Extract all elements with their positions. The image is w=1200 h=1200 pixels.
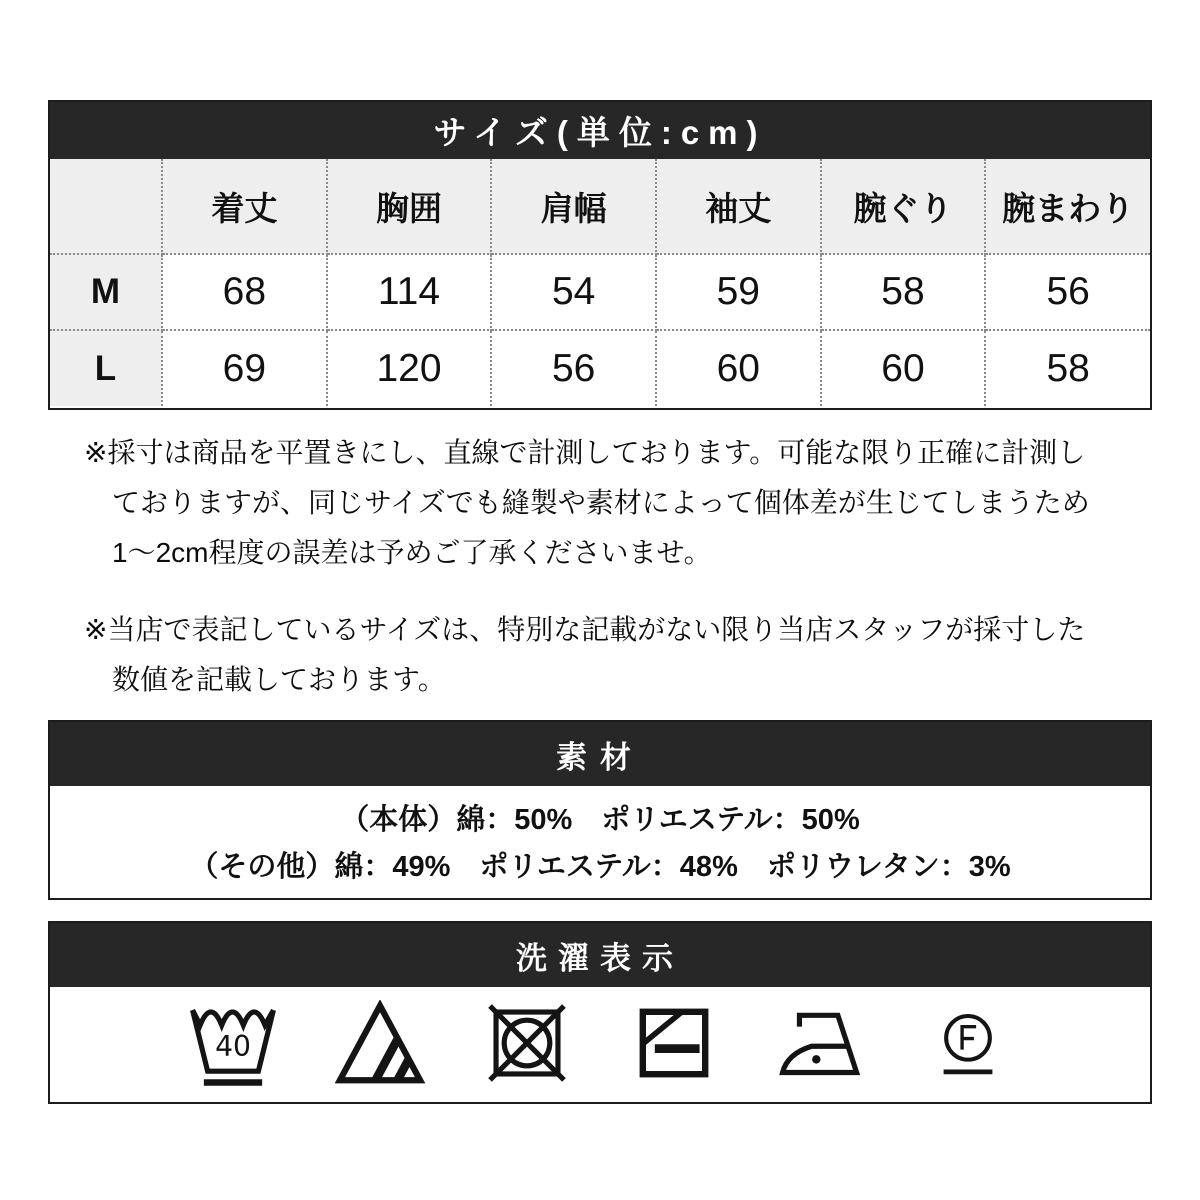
size-row-m bbox=[50, 254, 1150, 330]
corner-cell bbox=[50, 159, 162, 254]
note-line: ※採寸は商品を平置きにし、直線で計測しております。可能な限り正確に計測し bbox=[84, 437, 1086, 468]
note-line: ※当店で表記しているサイズは、特別な記載がない限り当店スタッフが採寸した bbox=[84, 614, 1086, 645]
column-header-udeguri: 腕ぐり bbox=[821, 159, 986, 254]
cell-l-kyoui: 120 bbox=[327, 330, 492, 406]
material-other-line: （その他）綿：49% ポリエステル：48% ポリウレタン：3% bbox=[189, 851, 1011, 883]
dry-clean-petroleum-gentle-icon bbox=[894, 1006, 1041, 1080]
cell-m-udeguri: 58 bbox=[821, 254, 986, 330]
note-line: 数値を記載しております。 bbox=[112, 664, 446, 695]
column-header-udemawari: 腕まわり bbox=[985, 159, 1150, 254]
cell-l-sodetake: 60 bbox=[656, 330, 821, 406]
cell-l-chakutake: 69 bbox=[162, 330, 327, 406]
care-title: 洗濯表示 bbox=[50, 923, 1150, 987]
notes-block bbox=[84, 428, 1144, 705]
care-icons-row bbox=[50, 987, 1150, 1098]
do-not-tumble-dry-icon bbox=[453, 1000, 600, 1086]
material-title: 素材 bbox=[50, 722, 1150, 786]
cell-m-chakutake: 68 bbox=[162, 254, 327, 330]
material-section bbox=[48, 720, 1152, 900]
note-line: 1～2cm程度の誤差は予めご了承くださいませ。 bbox=[112, 537, 712, 568]
cell-l-udemawari: 58 bbox=[985, 330, 1150, 406]
iron-low-temp-icon bbox=[747, 1005, 894, 1080]
material-body bbox=[50, 786, 1150, 891]
dry-flat-in-shade-icon bbox=[600, 1003, 747, 1083]
size-row-l bbox=[50, 330, 1150, 406]
cell-l-udeguri: 60 bbox=[821, 330, 986, 406]
size-chart-title: サイズ(単位:cm) bbox=[50, 102, 1150, 159]
size-table-header-row bbox=[50, 159, 1150, 254]
cell-l-katahaba: 56 bbox=[491, 330, 656, 406]
staff-measured-note bbox=[84, 605, 1144, 705]
letter-f-glyph bbox=[962, 1026, 976, 1049]
note-line: ておりますが、同じサイズでも縫製や素材によって個体差が生じてしまうため bbox=[112, 487, 1090, 518]
cell-m-sodetake: 59 bbox=[656, 254, 821, 330]
non-chlorine-bleach-icon bbox=[306, 1000, 453, 1086]
row-label-m: M bbox=[50, 254, 162, 330]
column-header-katahaba: 肩幅 bbox=[491, 159, 656, 254]
measurement-note bbox=[84, 428, 1144, 578]
size-chart-section bbox=[48, 100, 1152, 410]
column-header-kyoui: 胸囲 bbox=[327, 159, 492, 254]
size-table bbox=[50, 159, 1150, 406]
wash-temp-value: 40 bbox=[214, 1029, 251, 1063]
wash-40-gentle-icon bbox=[159, 996, 306, 1090]
row-label-l: L bbox=[50, 330, 162, 406]
care-label-section bbox=[48, 921, 1152, 1104]
material-main-line: （本体）綿：50% ポリエステル：50% bbox=[340, 804, 860, 836]
cell-m-udemawari: 56 bbox=[985, 254, 1150, 330]
cell-m-katahaba: 54 bbox=[491, 254, 656, 330]
cell-m-kyoui: 114 bbox=[327, 254, 492, 330]
column-header-sodetake: 袖丈 bbox=[656, 159, 821, 254]
column-header-chakutake: 着丈 bbox=[162, 159, 327, 254]
